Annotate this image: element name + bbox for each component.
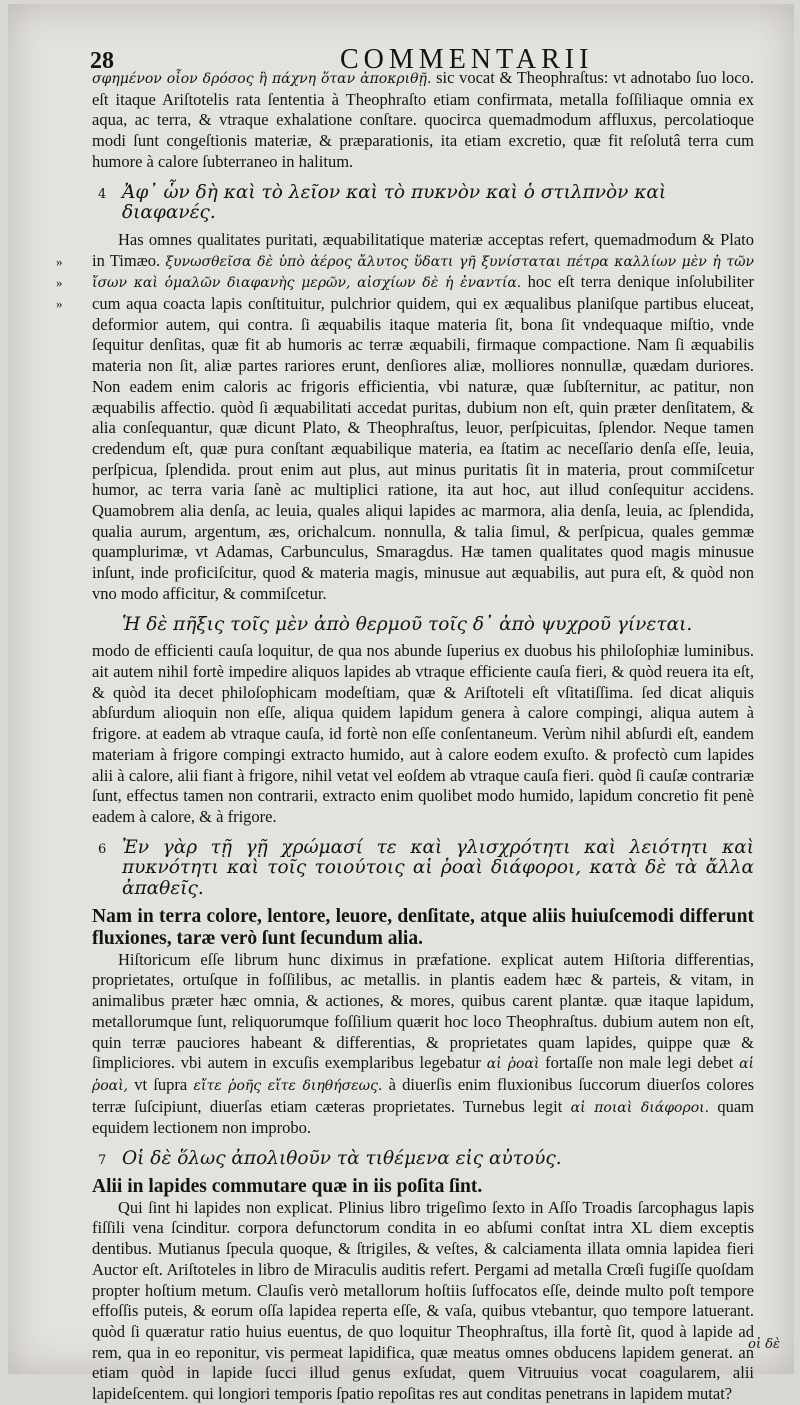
paragraph-text: hoc eſt terra denique inſolubiliter cum aqua coacta lapis conſtituitur, pulchrior quidem, qui ex æqualibus planiſque partibus eluceat, deformior autem, qui contra. ſi æquabilis itaque materia ſit, bona ſit vndequaque miſtio, vnde ſequitur denſitas, quæ fit ab humoris ac terræ æquabili, firmaque compactione. Nam ſi æquabilis materia non ſit, aliæ partes rariores erunt, denſiores aliæ, molliores nonnullæ, quædam duriores. Non eadem enim caloris ac frigoris efficientia, vbi naturæ, quæ ſubſternitur, ac patitur, non æquabilis affectio. quòd ſi æquabilitati accedat puritas, dubium non eſt, quin præter denſitatem, & alia conſequantur, quæ dicunt Plato, & Theophraſtus, leuor, perſpicuitas, ſplendor. Neque tamen credendum eſt, quæ pura conſtant æquabilique materia, ea ſtatim ac neceſſario denſa eſſe, leuia, perſpicua, ſplendida. prout enim aut plus, aut minus puritatis ſit in materia, prout commiſcetur humor, ac terra varia ſanè ac multiplici ratione, ita aut hoc, aut illud conſequitur accidens. Quamobrem alia denſa, ac leuia, quales aliqui lapides ac marmora, alia denſa, leuia, ac ſplendida, qualia aurum, argentum, æs, orichalcum. nonnulla, & talia ſimul, & perſpicua, quales gemmæ quamplurimæ, vt Adamas, Carbunculus, Smaragdus. Hæ tamen qualitates quod magis minusue inſunt, inde proficiſcitur, quod & materia magis, minusue aut æquabilis, aut pura eſt, & quòd non vno modo afficitur, & commiſcetur. xyxy=(92,272,754,603)
paragraph-text: modo de efficienti cauſa loquitur, de qua nos abunde ſuperius ex duobus his philoſophiæ luminibus. ait autem nihil fortè impedire aliquos lapides ab vtraque efficiente cauſa fieri, & quòd reuera ita eſt, & quòd ita decet philoſophicam modeſtiam, quæ & Ariſtoteli eſt vſitatiſſima. ſed dicat aliquis abſurdum alioquin non eſſe, aliqua quidem lapidum genera à calore compingi, aliqua autem à frigore. at eadem ab vtraque cauſa, id fortè non eſſe conſentaneum. Verùm nihil abſurdi eſt, eandem materiam à frigore compingi extracto humido, aut à calore eodem exuſto. & profectò cum lapides alii à calore, alii fiant à frigore, nihil vetat vel eoſdem ab vtraque cauſa fieri. quòd ſi cauſæ contrariæ ſunt, effectus tamen non contrarii, extracto enim quolibet modo humido, lapidum concretio fit penè eadem à calore, & à frigore. xyxy=(92,641,754,826)
commentary-text xyxy=(56,68,755,1405)
greek-quotation: εἴτε ῥοῆς εἴτε διηθήσεως. xyxy=(193,1077,383,1094)
latin-lemma: Alii in lapides commutare quæ in iis poſita ſint. xyxy=(92,1175,483,1197)
book-page xyxy=(8,4,794,1404)
paragraph xyxy=(92,641,754,827)
greek-quotation: αἱ ῥοαὶ, xyxy=(92,1056,755,1094)
greek-quotation: ξυνωσθεῖσα δὲ ὑπὸ ἀέρος ἄλυτος ὕδατι γῆ ξυνίσταται πέτρα καλλίων μὲν ἡ τῶν ἴσων καὶ ὁμαλῶν διαφανὴς μερῶν, αἰσχίων δὲ ἡ ἐναντία. xyxy=(92,253,755,292)
note-number: 4 xyxy=(98,186,107,202)
paragraph-text: Has omnes qualitates puritati, æquabilitatique materiæ acceptas refert, quemadmodum & Plato in Timæo. xyxy=(92,229,754,270)
greek-quotation: αἱ ποιαὶ διάφοροι. xyxy=(570,1099,710,1116)
greek-quotation: σφημένον οἷον δρόσος ἢ πάχνη ὅταν ἀποκριθῇ. xyxy=(92,71,432,87)
greek-lemma xyxy=(98,836,754,900)
paragraph-text: Qui ſint hi lapides non explicat. Plinius libro trigeſimo ſexto in Aſſo Troadis ſarcophagus lapis fiſſili vena ſcinditur. corpora defunctorum condita in eo abſumi conſtat intra XL diem exceptis dentibus. Mutianus ſpecula quoque, & ſtrigiles, & veſtes, & calciamenta illata omnia lapidea fieri Auctor eſt. Ariſtoteles in libro de Miraculis auditis refert. Pergami ad metalla Crœſi fugiſſe quoſdam propter hoſtium metum. Clauſis verò metallorum hoſtiis ſuffocatos eſſe, deinde multo poſt tempore effoſſis puteis, & eorum oſſa lapidea reperta eſſe, & vaſa, quibus vtebantur, quo tempore latuerant. quòd ſi quæratur ratio huius euentus, de quo loquitur Theophraſtus, illa fortè ſit, quod à lapide ad rem, qua in eo reponitur, vis permeat lapidifica, quæ meatus omnes obducens lapidem generat. an etiam quòd in lapide ſucci illud genus exſudat, quem Vitruuius vocat coagularem, alii lapideſcentem. qui longiori temporis ſpatio repoſitas res aut conditas penetrans in lapidem mutat? xyxy=(92,1197,754,1404)
greek-lemma xyxy=(122,615,754,636)
paragraph-text: fortaſſe non male legi debet xyxy=(539,1053,734,1073)
greek-quotation: αἱ ῥοαὶ xyxy=(486,1056,540,1073)
greek-lemma-text: Ἐν γὰρ τῇ γῇ χρώμασί τε καὶ γλισχρότητι καὶ λειότητι καὶ πυκνότητι καὶ τοῖς τοιούτοις αἱ ῥοαὶ διάφοροι, κατὰ δὲ τὰ ἄλλα ἀπαθεῖς. xyxy=(122,836,754,900)
paragraph-text: sic vocat & Theophraſtus: vt adnotabo ſuo loco. eſt itaque Ariſtotelis rata ſententia à Theophraſto etiam confirmata, metalla foſſiliaque omnia ex aqua, ac terra, & vtraque exhalatione conſtare. quocirca quemadmodum affluxus, percolatioque modi ſunt congeſtionis materiæ, & præparationis, ita etiam excretio, quæ fit reſolutâ terra cum humore à calore ſubterraneo in halitum. xyxy=(92,68,754,171)
note-number: 6 xyxy=(98,841,107,857)
quotation-mark: » xyxy=(56,295,63,311)
paragraph-text: à diuerſis enim fluxionibus ſuccorum diuerſos colores terræ ſuſcipiunt, diuerſas etiam cæteras proprietates. Turnebus legit xyxy=(92,1074,754,1116)
greek-lemma-text: Ἀφ᾽ ὧν δὴ καὶ τὸ λεῖον καὶ τὸ πυκνὸν καὶ ὁ στιλπνὸν καὶ διαφανές. xyxy=(122,181,667,224)
page-number: 28 xyxy=(90,48,114,74)
paragraph-text: quam equidem lectionem non improbo. xyxy=(92,1096,754,1138)
paragraph xyxy=(56,229,755,605)
paragraph-text: Hiſtoricum eſſe librum hunc diximus in præfatione. explicat autem Hiſtoria differentias, proprietates, ortuſque in foſſilibus, ac metallis. in plantis eadem hæc & parteis, & vitam, in animalibus præter hæc omnia, & actiones, & mores, quibus carent plantæ. quæ itaque lapidum, metallorumque ſunt, reliquorumque foſſilium quærit hoc loco Theophraſtus. dubium autem non eſt, quin terræ pauciores habeant & differentias, & proprietates quam lapides, quippe quæ & ſimpliciores. vbi autem in excuſis exemplaribus legebatur xyxy=(92,949,754,1073)
greek-lemma xyxy=(98,1148,754,1170)
paragraph-text: vt ſupra xyxy=(128,1074,188,1094)
greek-lemma-text: Ἡ δὲ πῆξις τοῖς μὲν ἀπὸ θερμοῦ τοῖς δ᾽ ἀπὸ ψυχροῦ γίνεται. xyxy=(122,613,693,635)
catchword: οἱ δὲ xyxy=(748,1337,780,1352)
greek-lemma-text: Οἱ δὲ ὅλως ἀπολιθοῦν τὰ τιθέμενα εἰς αὐτούς. xyxy=(122,1148,562,1170)
note-number: 7 xyxy=(98,1153,107,1169)
latin-lemma: Nam in terra colore, lentore, leuore, denſitate, atque aliis huiuſcemodi differunt fluxiones, taræ verò ſunt ſecundum alia. xyxy=(92,905,754,949)
paragraph xyxy=(92,68,754,173)
running-title: COMMENTARII xyxy=(340,44,594,75)
greek-lemma xyxy=(98,181,754,224)
quotation-mark: » xyxy=(56,253,63,269)
quotation-mark: » xyxy=(56,274,63,290)
paragraph xyxy=(92,1198,754,1405)
paragraph xyxy=(92,950,754,1139)
